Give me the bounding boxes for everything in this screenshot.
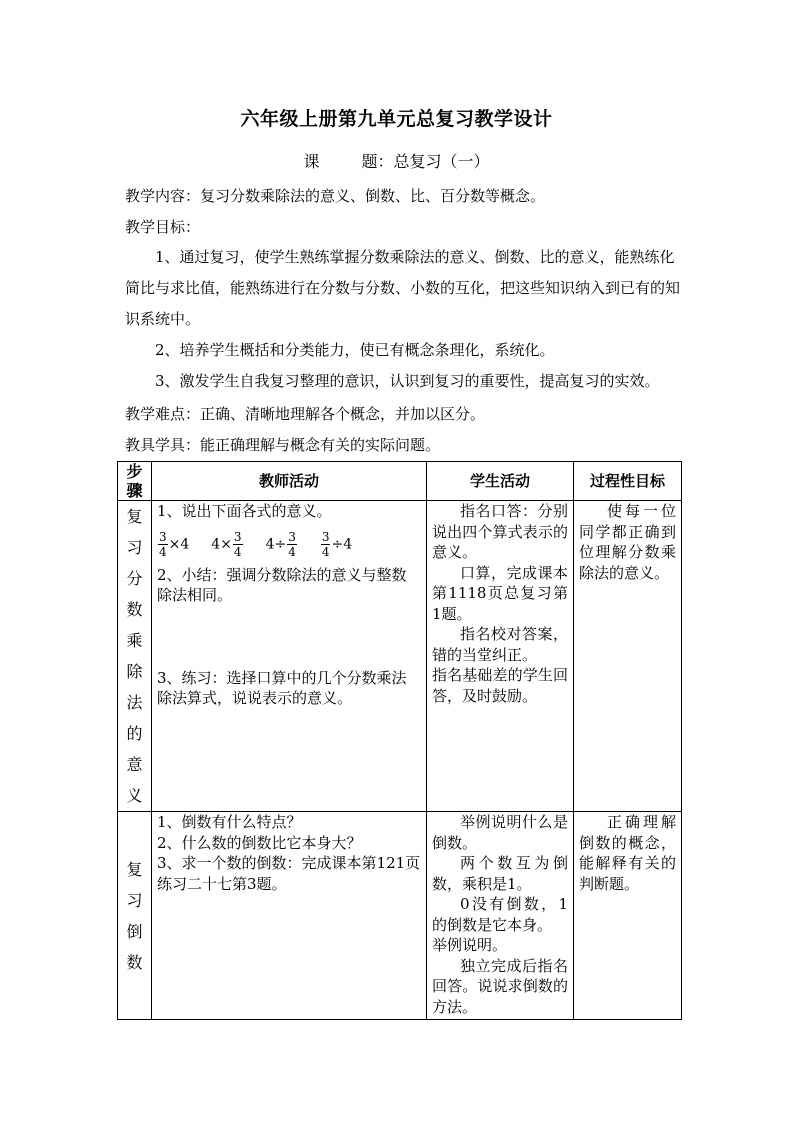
process-goal-text: 正确理解倒数的概念，能解释有关的判断题。 <box>579 813 676 893</box>
step-label: 复习倒数 <box>126 859 143 972</box>
student-item-4: 举例说明。 <box>432 936 508 954</box>
table-header-row <box>118 462 682 501</box>
header-process-goal: 过程性目标 <box>574 462 682 501</box>
fraction: $\frac{3}{4}$ <box>321 529 330 559</box>
lesson-subtitle <box>0 149 793 172</box>
student-item-3: 指名校对答案，错的当堂纠正。 <box>432 625 568 664</box>
header-teacher-activity: 教师活动 <box>152 462 427 501</box>
student-item-5: 独立完成后指名回答。说说求倒数的方法。 <box>432 956 568 1016</box>
teacher-activity-cell <box>152 501 427 812</box>
teacher-item-2: 2、什么数的倒数比它本身大？ <box>157 833 362 852</box>
expression-row <box>157 530 421 559</box>
teacher-activity-cell <box>152 812 427 1020</box>
expression-2: 4× $\frac{3}{4}$ <box>211 529 242 559</box>
student-item-1: 指名口答：分别说出四个算式表示的意义。 <box>432 502 568 561</box>
student-item-1: 举例说明什么是倒数。 <box>432 813 568 852</box>
process-goal-text: 使每一位同学都正确到位理解分数乘除法的意义。 <box>579 502 676 582</box>
goal-1: 1、通过复习，使学生熟练掌握分数乘除法的意义、倒数、比的意义，能熟练化简比与求比值，能熟练进行在分数与分数、小数的互化，把这些知识纳入到已有的知识系统中。 <box>125 248 681 328</box>
teacher-item-3: 3、练习：选择口算中的几个分数乘法除法算式，说说表示的意义。 <box>157 668 407 707</box>
teaching-difficulty: 教学难点：正确、清晰地理解各个概念，并加以区分。 <box>125 405 486 423</box>
goal-3: 3、激发学生自我复习整理的意识，认识到复习的重要性，提高复习的实效。 <box>155 372 660 390</box>
table-row <box>118 812 682 1020</box>
step-label: 复习分数乘除法的意义 <box>126 507 143 805</box>
subtitle-topic: 题：总复习（一） <box>361 152 490 171</box>
student-item-2: 口算，完成课本第1118页总复习第1题。 <box>432 563 568 623</box>
teacher-item-3: 3、求一个数的倒数：完成课本第121页练习二十七第3题。 <box>157 854 421 893</box>
student-item-4: 指名基础差的学生回答，及时鼓励。 <box>432 666 568 705</box>
subtitle-label: 课 <box>303 152 320 171</box>
table-row <box>118 501 682 812</box>
process-goal-cell <box>574 501 682 812</box>
teacher-item-2: 2、小结：强调分数除法的意义与整数除法相同。 <box>157 565 407 604</box>
teaching-tools: 教具学具：能正确理解与概念有关的实际问题。 <box>125 436 441 454</box>
header-student-activity: 学生活动 <box>427 462 574 501</box>
step-cell <box>118 501 152 812</box>
fraction: $\frac{3}{4}$ <box>233 529 242 559</box>
expression-3: 4÷ $\frac{3}{4}$ <box>265 529 296 559</box>
fraction: $\frac{3}{4}$ <box>288 529 296 559</box>
document-title: 六年级上册第九单元总复习教学设计 <box>240 108 553 130</box>
header-step: 步骤 <box>118 462 152 501</box>
student-item-3: 0没有倒数，1的倒数是它本身。 <box>432 895 568 934</box>
student-activity-cell <box>427 812 574 1020</box>
teacher-item-1: 1、说出下面各式的意义。 <box>157 502 332 520</box>
lesson-plan-table <box>117 461 682 1020</box>
expression-4: $\frac{3}{4}$ ÷4 <box>321 529 353 559</box>
goals-label: 教学目标： <box>125 218 201 236</box>
goal-2: 2、培养学生概括和分类能力，使已有概念条理化，系统化。 <box>155 341 555 359</box>
teacher-item-1: 1、倒数有什么特点？ <box>157 813 302 831</box>
student-item-2: 两个数互为倒数，乘积是1。 <box>432 854 568 893</box>
expression-1: $\frac{3}{4}$ ×4 <box>159 529 190 559</box>
step-cell <box>118 812 152 1020</box>
process-goal-cell <box>574 812 682 1020</box>
student-activity-cell <box>427 501 574 812</box>
teaching-content: 教学内容：复习分数乘除法的意义、倒数、比、百分数等概念。 <box>125 187 546 205</box>
fraction: $\frac{3}{4}$ <box>159 529 167 559</box>
